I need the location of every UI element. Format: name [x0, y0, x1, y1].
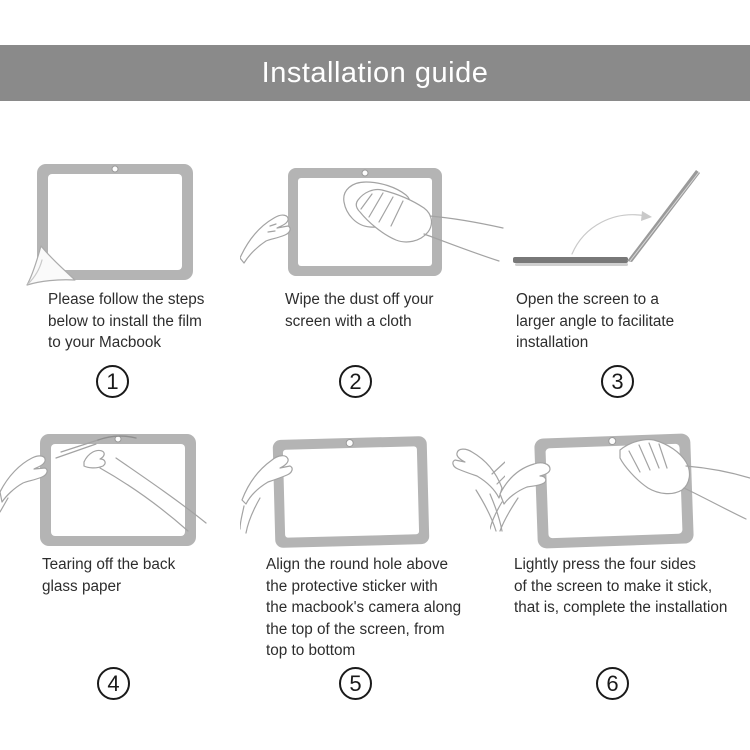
page-title: Installation guide: [261, 56, 489, 89]
laptop-open-angle-icon: [500, 160, 750, 275]
step2-caption: [285, 289, 434, 332]
step6-caption: [514, 554, 727, 619]
tear-back-paper-icon: [0, 428, 260, 556]
step5-caption: [266, 554, 461, 662]
laptop-base: [513, 257, 628, 263]
caption-line: larger angle to facilitate: [516, 312, 675, 330]
camera-dot: [609, 437, 616, 444]
step-number: 5: [349, 670, 362, 696]
step3-number-badge: [601, 365, 634, 398]
step-number: 1: [106, 368, 119, 394]
step1-illustration: [25, 158, 235, 290]
caption-line: to your Macbook: [48, 334, 162, 351]
step6-illustration: [490, 428, 750, 556]
laptop-screen-open: [627, 170, 700, 262]
step-number: 2: [349, 368, 362, 394]
left-arm-lines: [240, 498, 260, 533]
arc-arrowhead: [641, 211, 652, 221]
camera-dot: [112, 166, 118, 172]
caption-line: of the screen to make it stick,: [514, 577, 713, 595]
caption-line: Please follow the steps: [48, 291, 205, 308]
header-banner: [0, 45, 750, 101]
caption-line: top to bottom: [266, 642, 356, 659]
step5-number-badge: [339, 667, 372, 700]
step3-caption: [516, 289, 674, 354]
step3-illustration: [500, 160, 750, 275]
caption-line: the protective sticker with: [266, 577, 438, 595]
caption-line: the macbook's camera along: [266, 599, 462, 616]
step5-illustration: [240, 428, 505, 558]
caption-line: Tearing off the back: [42, 556, 176, 573]
step6-number-badge: [596, 667, 629, 700]
tablet-screen: [51, 444, 185, 536]
film-peel-corner-icon: [25, 158, 235, 290]
camera-dot: [362, 170, 368, 176]
arm-lines: [684, 466, 750, 519]
left-hand: [240, 215, 290, 263]
step1-caption: [48, 289, 204, 354]
step-number: 3: [611, 368, 624, 394]
caption-line: glass paper: [42, 577, 122, 595]
caption-line: Align the round hole above: [266, 556, 449, 573]
caption-line: Lightly press the four sides: [514, 556, 696, 573]
laptop-base-edge: [515, 263, 628, 266]
step-number: 4: [107, 670, 120, 696]
press-sides-icon: [490, 428, 750, 556]
step4-illustration: [0, 428, 260, 556]
wipe-cloth-hand-icon: [240, 160, 505, 290]
tablet-group: [273, 436, 430, 548]
step4-number-badge: [97, 667, 130, 700]
caption-line: below to install the film: [48, 312, 202, 330]
caption-line: Wipe the dust off your: [285, 291, 434, 308]
tablet-screen: [283, 446, 419, 537]
caption-line: installation: [516, 334, 589, 351]
camera-dot: [346, 439, 353, 446]
screen-highlight: [630, 172, 699, 261]
step2-number-badge: [339, 365, 372, 398]
step4-caption: [42, 554, 175, 597]
step1-number-badge: [96, 365, 129, 398]
open-arc-arrow: [572, 215, 646, 254]
step-number: 6: [606, 670, 619, 696]
hold-top-corners-icon: [240, 428, 505, 558]
caption-line: Open the screen to a: [516, 291, 659, 308]
caption-line: the top of the screen, from: [266, 620, 445, 638]
tablet-screen: [48, 174, 182, 270]
caption-line: that is, complete the installation: [514, 599, 728, 616]
step2-illustration: [240, 160, 505, 290]
camera-dot: [115, 436, 121, 442]
caption-line: screen with a cloth: [285, 312, 412, 330]
